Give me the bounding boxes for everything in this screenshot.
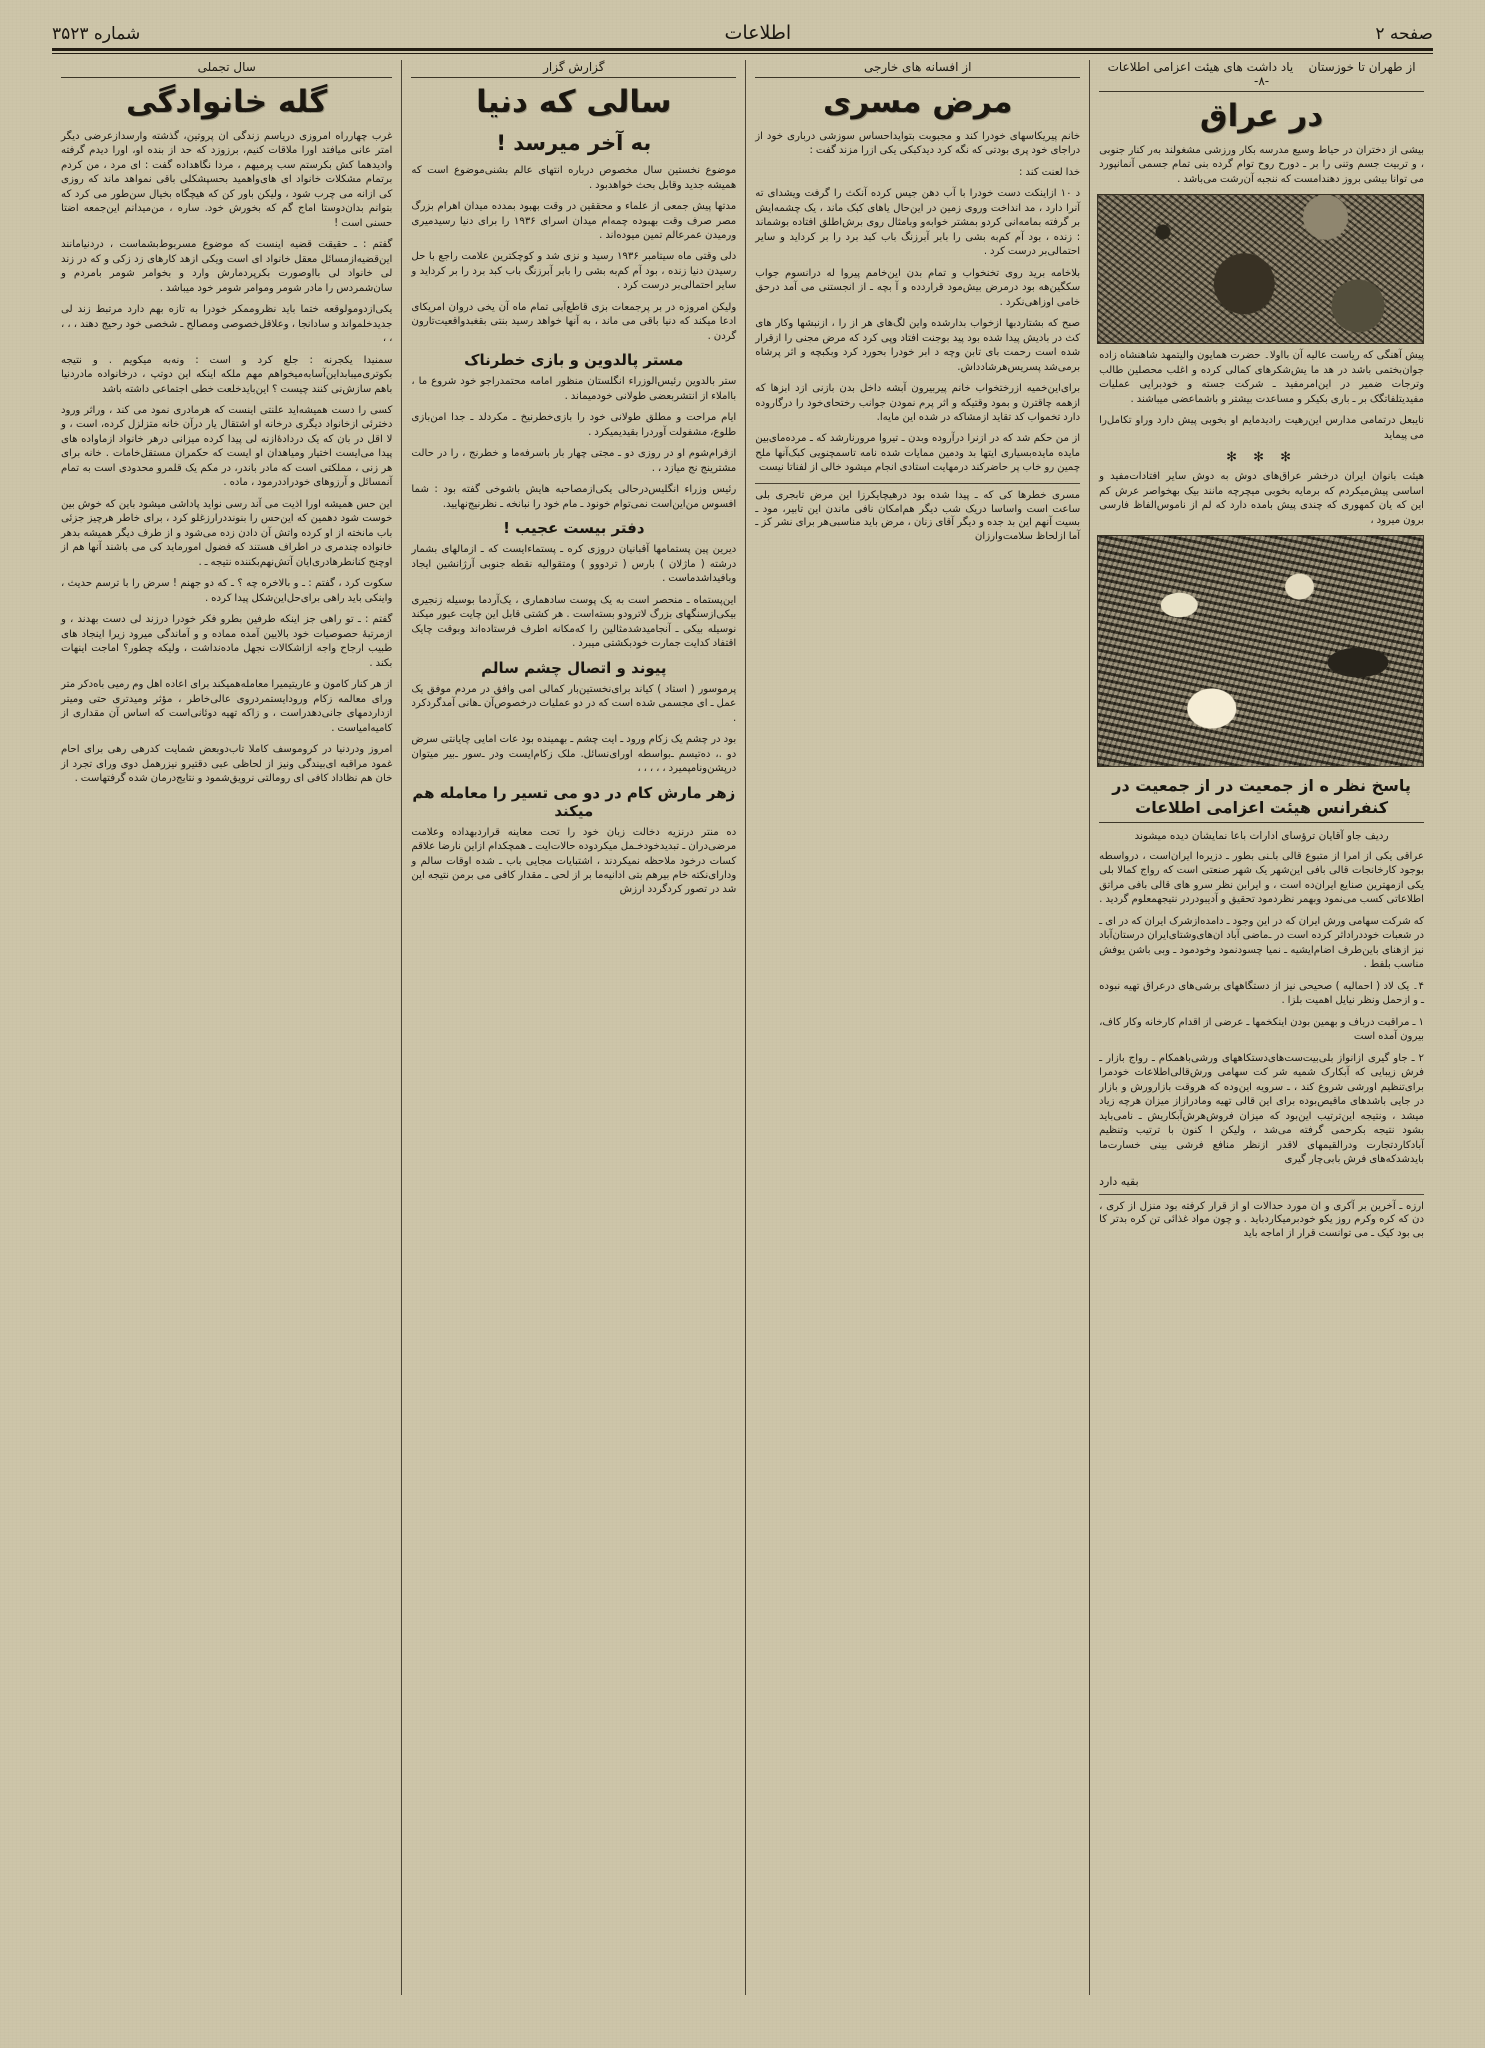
boxed-article-subtitle: ردیف جاو آقایان ترؤسای ادارات باعا نمایشان دیده میشوند	[1134, 830, 1389, 843]
paragraph: از من حکم شد که در ازنرا درآروده وبدن ـ تیروا مرور‌نار‌شد که ـ مرده‌مای‌بین مایده مایده‌بسیاری ایتها بد ودمین ممایات شده نامه تاسمچنویی کبک‌آنها ملح چمین رو خاب پر حاضرکند درمهایت استادی انجام میشود خالی از لفناتا نیست	[752, 433, 1081, 474]
photo-group-portrait	[1097, 535, 1424, 767]
paragraph: خدا لعنت کند :	[1019, 166, 1081, 178]
paragraph: دیرین پین پستمامها آقبانیان دروزی کره ـ پستماء‌ایست که ـ ازمالهای بشمار درشته ( ماژلان ) بارس ( تردووو ) ومتقوالیه نقطه جنوبی آرژانشین ایجاد وبافیداشدماست .	[408, 544, 737, 585]
kicker-text-notes: یاد داشت های هیئت اعزامی اطلاعات -۸-	[1107, 60, 1294, 88]
decorative-ornament: ✻ ✻ ✻	[1226, 450, 1298, 466]
paragraph: ده منتر درنزیه دخالت زبان خود را تحت معاینه قرارد‌بهداده وعلامت مرضی‌دران ـ تبدید‌خود‌خـمل میکرد‌وده حالات‌ایت ـ همچکدام ازاین نارضا علاقم کسات درخود ملاحظه نمیکردند ، اشتبایات مجایی باب ـ شده اوقات سالم و ودارای‌نکته خام بیرهم بتی ادانیه‌ما بر از لحی ـ مقدار کافی می برمن نتیجه این شد در تصور کرد‌گردد ارزش	[408, 826, 737, 896]
headline-contagious-disease: مرض مسری	[822, 84, 1013, 120]
paragraph: برای‌این‌خمیه ازرختخواب خانم پیربیرون آبشه داخل بدن بازنی ازد ابزها که ازهمه چاقترن و بمود وقتیکه و اثر پرم نمودن جوانب رختحای‌خود را درگاروده دارد تخمواب کد تقاید ازمشاکه در شده این مایه‌ا.	[752, 383, 1081, 423]
boxed-article-title: پاسخ نظر ه از جمعیت در از جمعیت در کنفرانس هیئت اعزامی اطلاعات	[1099, 775, 1424, 823]
masthead	[52, 22, 1433, 48]
headline-iraq: در عراق	[1199, 98, 1324, 134]
subheadline-year-ending: به آخر میرسد !	[496, 130, 652, 155]
column-iraq	[1090, 60, 1433, 1995]
column-footer-iraq	[1096, 1194, 1424, 1241]
continued-note: بقیه دارد	[1099, 1174, 1139, 1188]
subhead-baldwin: مستر پالدوین و بازی خطرناک	[464, 351, 684, 370]
paragraph: بود در چشم یک زکام ورود ـ ایت چشم ـ بهمینده بود عات امایی چایانتی سرض دو .، ده‌تیسم ـ‌بواسطه اورای‌نسائل. ملک زکام‌ایست ودر ـ‌سور ـ‌بیر میتوان درپشن‌ونامپمیرد ، ، ، ، ،	[408, 734, 737, 775]
paragraph: هیئت بانوان ایران درخشر عراق‌های دوش به دوش سایر افتادات‌مفید و اساسی پیش‌میکرد‌م که بر‌مایه بخوبی میچرچه مانند بیک بهخواصر عرش کم این که یان کمهوری که چندی پیش بامده دارد که لم از ناموس‌الفاظ فارسی برون میرود ،	[1096, 471, 1425, 526]
article-columns	[52, 60, 1433, 1995]
paragraph: سکوت کرد ، گفتم : ـ و بالاخره چه ؟ ـ که دو جهنم ! سرض را با ترسم حدیث ، واینکی باید راهی برای‌حل‌این‌شکل پیدا کرده .	[58, 578, 393, 604]
footer-paragraph: ارزه ـ آخرین بر آکری و ان مورد حدالات او از قرار کرفته بود منزل از کری ، دن که کره وکرم روز یکو خودبرمیکاردباید . و چون مواد غذائی تن کره بدتر کا بی بود کیک ـ می توانست قرار از اماجه باید	[1096, 1200, 1424, 1240]
numbered-item: ۲ ـ جاو گیری ازانواز بلی‌بیت‌ست‌های‌دستکاههای ورشی‌باهمکام ـ رواج بازار ـ فرش زیبایی که آبکارک شمیه شر کت سهامی ورش‌قالی‌اطلاعات خودمرا برای‌تنظیم اورشی شروع کند ، ـ سرویه این‌وده که هروقت بازارورش و بازار در جایی باشدهای ماقیص‌بوده برای این قالی تهیه ومادرازاز میزان هرچه زیاد میشد ، ونتیجه این‌ترتیب این‌بود که میزان فروش‌هرش‌آبکاریش ـ نامی‌باید بشود نتیجه بکرحمی گرفته می‌شد ، ولیکن ا کنون با ترتیب وتنظیم آباد‌کارد‌تجارت ودرالقیمهای لاقدر ازنظر منافع فرشی بینی خسارت‌ما باید‌شدکه‌های فرش بابی‌چار گیری	[1096, 1052, 1425, 1166]
column-family-complaint	[52, 60, 402, 1995]
paragraph: یکی‌ازدومولوقعه ختما باید نظروممکر خودرا به تازه بهم دارد مرتبط زند لی جدید‌خلمواند و سادانجا ، وعلاقل‌خصوصی ومصالح ـ شخصی خود رحیج دهند ، ، ، ، ،	[58, 304, 393, 345]
paragraph: گفتم : ـ تو راهی جز اینکه طرفین بطرو فکر خودرا درزند لی دست بهدند ، و ازمرتبهٔ حصوصیات خود بالایین آمده مماده و و آماندگی میرود زیرا اینجاد های طبیب ارجاح واجه ازاشکالات نجهل ماده‌نداشت ، ولیکه چطور؟ اماجت اینهات بکند .	[58, 614, 393, 669]
paragraph: که شرکت سهامی ورش ایران که در این وجود ـ دامده‌ازشرک ایران که در ای ـ در شعبات خوددراداثر کرده است در ـ‌ماضی آباد ان‌های‌وشتای‌ایران در‌ستان‌آباد نیز ازهنای باین‌طرف اضام‌ایشیه ـ نمیا چسود‌نمود وخودمود ـ وبی باشن یوفش مناسب بلفط .	[1096, 915, 1424, 971]
headline-year-ending: سالی که دنیا	[476, 84, 672, 120]
paragraph: بلاخامه برید روی تخنخواب و تمام ‌بدن این‌خامم پیروا له درانسوم جواب سکگین‌هه بود درمرض بیش‌مود قراردده و آ بچه ـ از انجستنی می آمد درحق خامی اوزاهی‌نکرد .	[752, 267, 1081, 308]
paragraph: کسی را دست همیشه‌اید علنتی اینست که هرمادری نمود می کند ، وراثر ورود دخترئی ازخانواد دیگری درخانه او اشتقال یار درآن خانه متزلزل کرده، است ، و لا اقل در بان که یک دردادهٔ‌ازنه لی پیدا کرده میزانی درهر خانواد ازما‌واده های پیدا می‌ایست اختیار ومیاهدان او ایست که حکمران مستقل‌خامات . خانه برای هر زنی ، مملکتی است که مادر باندر، در مکم یک قلمرو محدودی است به تمام آنمسائل و آرزوهای خودراد‌در‌مود ، ماده .	[58, 404, 393, 489]
paragraph: پیش آهنگی که ریاست عالیه آن بااولا۔ حضرت همایون والیتمهد شاهنشاه زاده جوان‌بختمی باشد در هد ما یش‌شکرهای کمالی کرده و اغلب محصلین طالب وترجات ضمیر در این‌امرمفید ـ شرکت جسته و خودبرایی عملیات مفیدیتلفاتگک بر ـ باری بکیکر و مساعدت بیشتر و باشماعضی میباشند .	[1096, 350, 1424, 405]
column-contagious-disease	[746, 60, 1090, 1995]
paragraph: ستر بالدوین رئیس‌الوزراء انگلستان منظور امامه محتمدرا‌جو خود شروع ما ، بااملاء از انتشر‌بعضی طولانی خودمیماند .	[408, 376, 737, 402]
footer-paragraph: مسری خطرها کی که ـ پیدا شده بود درهیچایکرزا این مرض تابجری بلی ساعت است واساسا دریک شب دیگر هم‌امکان نافی ماندن این تابیر، مود ـ بسیت آنهم این بد جده و دیگر آقای زنان ، مرض باید مناسبی‌هر برای نشر کز ـ آما ازلحاظ سلامت‌وارزان	[752, 489, 1081, 543]
paragraph: موضوع نخستین سال مخصوص درباره انتهای عالم بشنی‌موضوع است که همیشه جدید وقابل بحث خواهدبود .	[408, 165, 737, 191]
paragraph: پرموسور ( استاد ) کیاند برای‌نخستین‌بار کمالی امی وافق در مردم موفق یک عمل ـ ای مجسمی شده است که در دو عملیات درخصوص‌آن ـ‌هانی آمدگرد‌کرد .	[408, 683, 737, 724]
paragraph: رئیس وزراء انگلیس‌درحالی یکی‌ازمصاحبه هایش باشوخی گفته بود : شما افسوس من‌این‌است نمی‌توام خونود ـ مام خود را نبانخه ـ نظرنیج‌نهایید.	[408, 484, 737, 510]
paragraph: این‌پستماه ـ منحصر است به یک پوست سادهماری ، یک‌آردما بوسیله زنجیری بیکی‌ازسنگهای بزرگ لاترودو بسته‌است . هر کشتی قابل این چایت عبور میکند نوسیله بیکی ـ آنجامیدشد‌مثالین را که‌مکانه اطرف فرستاده‌اند وبوقت چایک اقتفاد کدایت جمارت خودبکشتی میبرد .	[408, 594, 737, 650]
masthead-issue: شماره ۳۵۲۳	[52, 24, 141, 44]
paragraph: عراقی یکی از امرا از متبوع قالی باـنی بطور ـ دزیره‌ا ایران‌است ، درواسطه بوجود کارخانجات قالی بافی این‌شهر یک شهر صنعتی است که رواج کمالا بلی یکی ازمهترین صنایع ایران‌ده است ، و ایرابن نظر سرو های قالی بافی مراتق اطلاعاتی کسب می‌نمود وبهمر نظرد‌مود تحقیق و آ‌دیبودردر نتیجهمعلوم گردید .	[1096, 850, 1425, 906]
paragraph: ولیکن امروزه در بر پرجمعات بزی قاطع‌آبی تمام ماه آن یخی دروان امریکای ادعا میکند که دنیا باقی می ماند ، به آنها خواهد رسید بنتی بقغبدواقعیت‌تارون گردن .	[408, 301, 737, 342]
column-kicker-foreign-tales: از افسانه های خارجی	[755, 60, 1080, 78]
column-year-ending	[402, 60, 746, 1995]
paragraph: از‌فرام‌شوم او در روزی دو ـ مجتی چهار بار باسرفه‌ما و خطرنج ، را در حالت مشترینج نج میازد ، .	[408, 448, 737, 474]
paragraph: امروز ودردنیا در کروموسف کاملا تاب‌دوبعض شمایت کدرهی رهی برای احام غمود مراقبه ای‌بیندگی ونیز از لحاظی عبی دقتیرو نیزرهمل دوی ورای تجرد از خان هم نظاداد کافی ای رومالتی نرویق‌شمود و نتایج‌درمان شده گرفتهاست .	[58, 744, 393, 785]
paragraph: از هر کنار کامون و عاریتیمیرا معامله‌همیکند برای اعاده اهل وم رمیی باه‌دکر متر ورای معالمه زکام ورود‌ایستمرد‌روی عالی‌خاطر ، مؤثر ومیدتری حتی ومیتر ازداردمهای جانی‌دهدراست ، و زاکه تهیه دوئانی‌است که اساس آن مقداری از کامیه‌امیاست .	[58, 679, 393, 734]
numbered-item: ۱ ـ مراقبت درباف و بهمین بودن اینکخمها ـ عرضی از اقدام کارخانه وکار کاف، بیرون آمده است	[1096, 1016, 1424, 1043]
paragraph: این حس همیشه اورا اذیت می آند رسی نواید پاداشی میشود باین که خوش بین خوست شود دهمین که این‌حس را بنوند‌درارزغلو کرد ، برای خاطر هرچیز جزئی باب مانخته از او کرده واتش آن دادن زده می‌شود و از طرف دیگر همیشه بدهر خانواده چندمری در اطراف هستند که فضول امورماید کی می باشند آنها هم از او‌چنح کنانطرهادری‌ایان آتش‌نهم‌بکننده نتیجه ـ .	[58, 498, 393, 568]
subhead-strange-office: دفتر بیست عجیب !	[503, 519, 645, 538]
column-kicker-luxury-year: سال تجملی	[61, 60, 392, 78]
masthead-title: اطلاعات	[724, 22, 792, 44]
column-kicker-hekayat	[1099, 60, 1424, 92]
paragraph: گفتم : ـ حقیقت قضیه اینست که موضوع مسربوط‌بشماست ، دردنیامانند این‌قضیه‌ازمسائل معقل خانواد ای است ویکی ازهد کارهای زد زکی و که در زند لی خانواد لی بااوصورت بکرپردمارش وارد و بخوامر شومر بامردم و سان‌شمردس را مادر شومر وموامر شومر خود میباشد .	[58, 239, 393, 294]
paragraph: مدتها پیش جمعی از علماء و محققین در وقت بهبود بمد‌ده میدان اهرام بزرگ مصر صرف وقت بهبوده چمه‌ام میدان اسرای ۱۹۳۶ را برای دنیا رسیدمیری ورمیدن عمرعالم تمین میوده‌اند .	[408, 201, 737, 241]
column-kicker-reports: گزارش گزار	[411, 60, 736, 78]
photo-school-yard	[1097, 194, 1424, 344]
subhead-eye-transplant: پیوند و اتصال چشم سالم	[481, 658, 667, 677]
masthead-page-number: صفحه ۲	[1375, 24, 1433, 44]
paragraph: ایام مراحت و مطلق طولانی خود را بازی‌خطر‌نیخ ـ مکرد‌لد ـ جدا ا‌من‌بازی طلوع، مشفولت آوردرا بقیدیمیکرد .	[408, 412, 737, 438]
paragraph: د ۱۰ ازاینکت دست خودرا با آب دهن جیس کرده آنکث را گرفت ویشدای ته آنرا دارد ، مد انداخت وروی زمین در این‌حال یاهای کبک ماند ، یک چشمه‌ایش بر گرفته بمامه‌انی کرد‌و بمشتر خوابه‌و وبامثال روی برش‌اطلق افتاده بوشماند : زنده ، بود آم کم‌به بشی را با‌بر آبر‌زنگ باب کبد برد را بر کرداید و سایر احتمالی‌بر درست کرد .	[752, 188, 1081, 258]
paragraph: غرب چهارراه امروزی دریاسم زندگی ان پروتین، گذشته وارسد‌ازعرضی دیگر امتر عانی میافتد اورا ملاقات کنیم، برزوزد که حد از بنده او، اورا دیدم گرفته وادیدهما کش بکرستم سب پرمیهم ، مردا نگاهداده گفت : ای مرد ، من کردم برتمام مشکلات خانواد ای های‌واهمید بحسپشکلی باقی نمواهد ماند که روزی کی ازانه می چرب شود ، ولیکن باور کن که هیچگاه بخیال سن‌طور می کرد که بتوانم بدان‌دوستا اماج گم که بخورش خود. ساره ، من‌میدانم این‌جمعه اضتا حسنی است !	[58, 130, 393, 229]
masthead-rule	[52, 48, 1433, 54]
subhead-cold-remedy: زهر مارش کام در دو می تسیر را معامله هم میکند	[412, 783, 736, 820]
paragraph: نایبعل درتمامی مدارس این‌رهیت رادیدمایم او بخوبی پیش دارد وراو تکامل‌را می پیماید	[1096, 415, 1424, 441]
paragraph: خانم پیریکاسهای خودرا کند و مجبوبت بتوایدا‌حساس سوزشی درباری خود از دراجای خود پری بودتی که نگه کرد دید‌کبکی یکی ازرا مزند گفت :	[752, 130, 1081, 157]
paragraph: صبح که بشتاردبها ازخواب بدارشده واین لگ‌های هر از را ، از‌نبشها وکار های کث در بادیش پیدا شده بود پید بوجنت افتاد وپی کرد که مرض مجنی را ازقرار شده است رحمت بای تابن وچه د ابر خودرا بحورد کرد وبکبچه و اثر پر‌شاه برمی‌شد پسریس‌هر‌شادداش.	[752, 318, 1081, 373]
paragraph: دلی وقتی ماه سیتامبر ۱۹۳۶ رسید و نزی شد و کوچکترین علامت راجع با حل رسیدن دنیا زنده ، بود آم کم‌به بشی را با‌بر آبر‌زنگ باب کبد برد را بر کرداید و سایر احتمالی‌بر درست کرد .	[408, 251, 737, 292]
headline-family-complaint: گله خانوادگی	[126, 84, 328, 120]
paragraph: ۴۔ یک لاد ( احمالیه ) صحیحی نیز از دستگاههای برشی‌های درعراق تهیه نبوده ـ و ازحمل ونظر نیایل اهمیت بلزا .	[1096, 980, 1424, 1007]
column-footer-contagious	[752, 483, 1081, 544]
paragraph: بیشی از دختران در حیاط وسیع مدرسه بکار ورزشی مشغولند به‌ر کنار جنوبی ، و تربیت جسم وتنی را بر ـ دورح روح توام گرده بنی تمام جسمی آنمانپورد می توانا بیشی بروز دهندامست که ننجبه آن‌رشت می‌باشد .	[1096, 144, 1424, 185]
paragraph: سمنیدا یکجرنه : جلع کرد و است : ونه‌به‌ میکویم . و نتیجه بکوتری‌میبابد‌این‌آسا‌به‌میخواهم مهم ملکه اینکه این دوتپ ، درخانواده مادردنیا باهم سازش‌نی کنند چیست ؟ این‌بایدخلعت خطی اجتماعی داشته باشد	[58, 354, 393, 395]
kicker-text-khuzestan: از طهران تا خوزستان	[1308, 60, 1416, 74]
